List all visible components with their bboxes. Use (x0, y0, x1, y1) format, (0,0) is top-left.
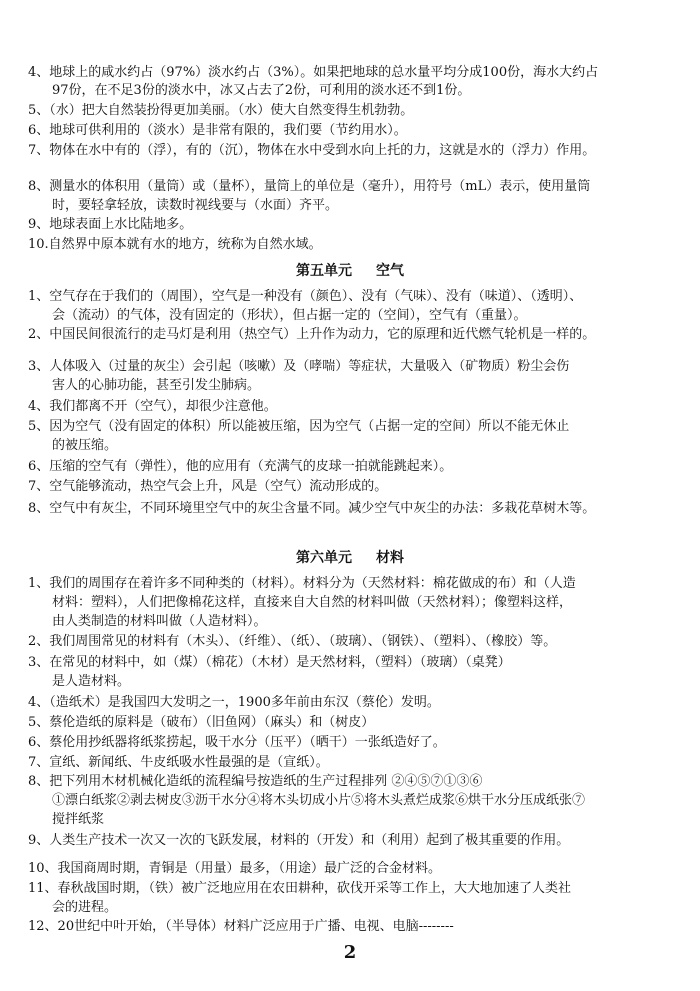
text-line: 搅拌纸浆 (52, 812, 105, 827)
text-line: ①漂白纸浆②剥去树皮③沥干水分④将木头切成小片⑤将木头煮烂成浆⑥烘干水分压成纸张⑦ (52, 793, 586, 808)
text-line: 12、20世纪中叶开始，（半导体）材料广泛应用于广播、电视、电脑-------- (28, 919, 454, 934)
text-line: 7、空气能够流动，热空气会上升，风是（空气）流动形成的。 (28, 479, 388, 494)
text-line: 是人造材料。 (52, 674, 131, 689)
text-line: 6、压缩的空气有（弹性），他的应用有（充满气的皮球一拍就能跳起来）。 (28, 459, 453, 474)
unit-title: 第五单元 (296, 263, 352, 279)
text-line: 6、地球可供利用的（淡水）是非常有限的，我们要（节约用水）。 (28, 123, 407, 138)
text-line: 10.自然界中原本就有水的地方，统称为自然水域。 (28, 237, 322, 252)
text-line: 1、我们的周围存在着许多不同种类的（材料）。材料分为（天然材料：棉花做成的布）和（人造 (28, 576, 576, 591)
text-line: 5、因为空气（没有固定的体积）所以能被压缩，因为空气（占据一定的空间）所以不能无休止 (28, 419, 570, 434)
unit-title: 第六单元 (296, 550, 352, 566)
text-line: 1、空气存在于我们的（周围），空气是一种没有（颜色）、没有（气味）、没有（味道）、（透明）、 (28, 289, 583, 304)
text-line: 8、空气中有灰尘，不同环境里空气中的灰尘含量不同。减少空气中灰尘的办法：多栽花草树木等。 (28, 501, 596, 516)
text-line: 4、（造纸术）是我国四大发明之一，1900多年前由东汉（蔡伦）发明。 (28, 695, 440, 710)
text-line: 会（流动）的气体，没有固定的（形状），但占据一定的（空间），空气有（重量）。 (52, 308, 527, 323)
section-heading-unit6 (0, 548, 700, 568)
text-line: 6、蔡伦用抄纸器将纸浆捞起，吸干水分（压平）（晒干）一张纸造好了。 (28, 735, 446, 750)
text-line: 3、人体吸入（过量的灰尘）会引起（咳嗽）及（哮喘）等症状，大量吸入（矿物质）粉尘会伤 (28, 359, 570, 374)
section-heading-unit5 (0, 261, 700, 281)
text-line: 2、我们周围常见的材料有（木头）、（纤维）、（纸）、（玻璃）、（钢铁）、（塑料）、（橡胶）等。 (28, 634, 557, 649)
page-number: 2 (343, 942, 357, 963)
unit-subject: 空气 (376, 263, 404, 279)
text-line: 8、测量水的体积用（量筒）或（量杯），量筒上的单位是（毫升），用符号（mL）表示，使用量筒 (28, 179, 591, 194)
text-line: 8、把下列用木材机械化造纸的流程编号按造纸的生产过程排列 ②④⑤⑦①③⑥ (28, 774, 483, 789)
text-line: 97份，在不足3份的淡水中，冰又占去了2份，可利用的淡水还不到1份。 (52, 83, 471, 98)
text-line: 9、人类生产技术一次又一次的飞跃发展，材料的（开发）和（利用）起到了极其重要的作用。 (28, 833, 570, 848)
text-line: 的被压缩。 (52, 438, 118, 453)
text-line: 时，要轻拿轻放，读数时视线要与（水面）齐平。 (52, 198, 339, 213)
text-line: 4、我们都离不开（空气），却很少注意他。 (28, 399, 277, 414)
text-line: 材料：塑料），人们把像棉花这样，直接来自大自然的材料叫做（天然材料）；像塑料这样， (52, 595, 573, 610)
unit-subject: 材料 (376, 550, 404, 566)
text-line: 害人的心肺功能，甚至引发尘肺病。 (52, 378, 261, 393)
text-line: 10、我国商周时期，青铜是（用量）最多，（用途）最广泛的合金材料。 (28, 861, 442, 876)
text-line: 4、地球上的咸水约占（97%）淡水约占（3%）。如果把地球的总水量平均分成100份，海水大约占 (28, 65, 599, 80)
text-line: 9、地球表面上水比陆地多。 (28, 217, 193, 232)
text-line: 会的进程。 (52, 900, 118, 915)
text-line: 2、中国民间很流行的走马灯是利用（热空气）上升作为动力，它的原理和近代燃气轮机是一样的。 (28, 327, 596, 342)
text-line: 11、春秋战国时期，（铁）被广泛地应用在农田耕种，砍伐开采等工作上，大大地加速了人类社 (28, 881, 572, 896)
text-line: 5、蔡伦造纸的原料是（破布）（旧鱼网）（麻头）和（树皮） (28, 715, 375, 730)
text-line: 7、物体在水中有的（浮），有的（沉），物体在水中受到水向上托的力，这就是水的（浮力）作用。 (28, 143, 596, 158)
text-line: 5、（水）把大自然装扮得更加美丽。（水）使大自然变得生机勃勃。 (28, 103, 414, 118)
text-line: 由人类制造的材料叫做（人造材料）。 (52, 614, 267, 629)
text-line: 3、在常见的材料中，如（煤）（棉花）（木材）是天然材料，（塑料）（玻璃）（桌凳） (28, 655, 511, 670)
text-line: 7、宣纸、新闻纸、牛皮纸吸水性最强的是（宣纸）。 (28, 755, 329, 770)
